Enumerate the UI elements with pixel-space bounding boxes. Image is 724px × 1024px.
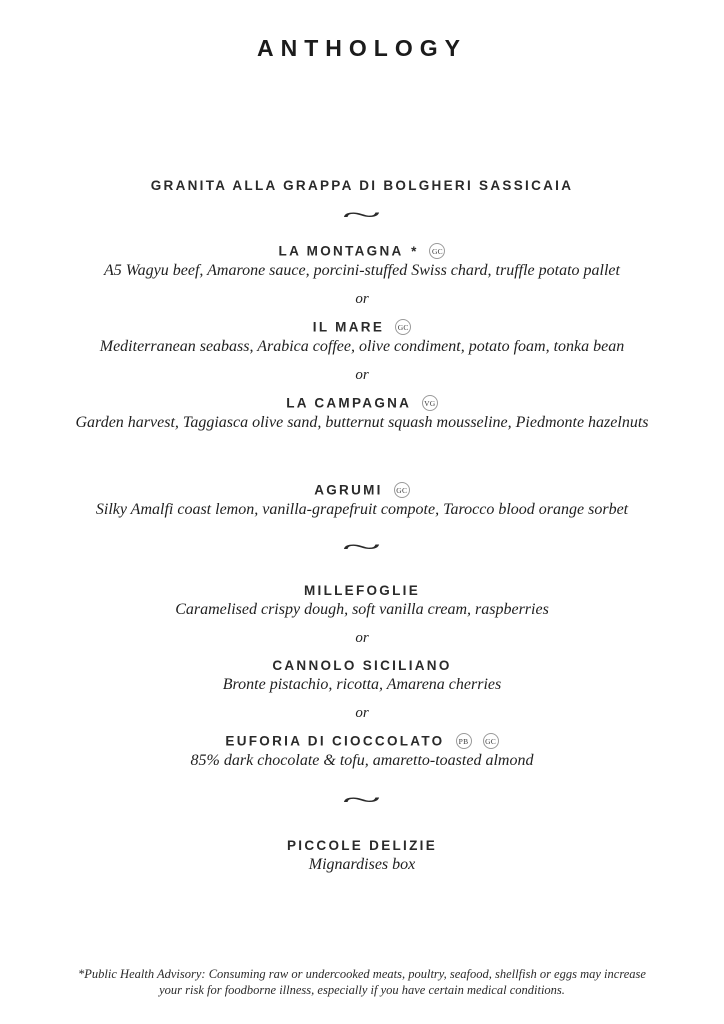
or-divider: or: [355, 291, 369, 307]
dish-name-row: [0, 319, 724, 335]
dish-name-row: [0, 395, 724, 411]
dish-name-row: [0, 482, 724, 498]
badge-gc: GC: [394, 482, 410, 498]
dish-description: Mediterranean seabass, Arabica coffee, olive condiment, potato foam, tonka bean: [99, 338, 625, 355]
tilde-glyph: ~: [342, 785, 382, 816]
dish-description: Bronte pistachio, ricotta, Amarena cherries: [222, 676, 502, 693]
dish-name-label: LA MONTAGNA: [278, 243, 404, 259]
badge-gc: GC: [483, 733, 499, 749]
dish-description: A5 Wagyu beef, Amarone sauce, porcini-stuffed Swiss chard, truffle potato pallet: [104, 262, 620, 279]
tilde-glyph: ~: [342, 200, 382, 231]
dish-name-label: LA CAMPAGNA: [286, 395, 411, 411]
dish-name-label: AGRUMI: [314, 482, 383, 498]
dish-name-label: MILLEFOGLIE: [303, 583, 421, 598]
or-divider: or: [355, 367, 369, 383]
tilde-separator: [0, 786, 724, 816]
dish-euforia-di-cioccolato: [0, 733, 724, 770]
or-divider: or: [355, 630, 369, 646]
dish-la-campagna: [0, 395, 724, 432]
dish-description: Silky Amalfi coast lemon, vanilla-grapefruit compote, Tarocco blood orange sorbet: [95, 501, 629, 518]
dish-name-label: CANNOLO SICILIANO: [272, 658, 452, 673]
dish-description: Mignardises box: [308, 856, 416, 873]
dish-description: Caramelised crispy dough, soft vanilla cream, raspberries: [175, 601, 549, 618]
dish-piccole-delizie: [0, 838, 724, 874]
dish-description: 85% dark chocolate & tofu, amaretto-toasted almond: [190, 752, 534, 769]
tilde-separator: [0, 533, 724, 563]
tilde-glyph: ~: [342, 532, 382, 563]
badge-gc: GC: [395, 319, 411, 335]
dish-la-montagna: [0, 243, 724, 280]
tilde-separator: [0, 201, 724, 231]
dish-name-label: EUFORIA DI CIOCCOLATO: [225, 733, 445, 749]
dish-il-mare: [0, 319, 724, 356]
dish-name-row: [0, 838, 724, 853]
dish-name-label: PICCOLE DELIZIE: [286, 838, 437, 853]
dish-agrumi: [0, 482, 724, 519]
dish-cannolo-siciliano: [0, 658, 724, 694]
raw-advisory-asterisk: *: [411, 243, 419, 259]
badge-gc: GC: [429, 243, 445, 259]
or-divider: or: [355, 705, 369, 721]
dish-description: Garden harvest, Taggiasca olive sand, butternut squash mousseline, Piedmonte hazelnuts: [75, 414, 649, 431]
health-advisory-text: *Public Health Advisory: Consuming raw or undercooked meats, poultry, seafood, shellfish or eggs may increase your risk for foodborne illness, especially if you have certain medical conditions.: [78, 967, 646, 997]
dish-name-row: [0, 583, 724, 598]
dish-name-row: [0, 733, 724, 749]
dish-name-label: IL MARE: [312, 319, 385, 335]
dish-name-row: [0, 243, 724, 259]
course-granita: [0, 178, 724, 193]
badge-pb: PB: [456, 733, 472, 749]
course-name-label: GRANITA ALLA GRAPPA DI BOLGHERI SASSICAIA: [150, 178, 574, 193]
health-advisory-footer: [0, 966, 724, 998]
badge-vg: VG: [422, 395, 438, 411]
dish-name-row: [0, 658, 724, 673]
dish-millefoglie: [0, 583, 724, 619]
page-title: ANTHOLOGY: [257, 35, 467, 61]
